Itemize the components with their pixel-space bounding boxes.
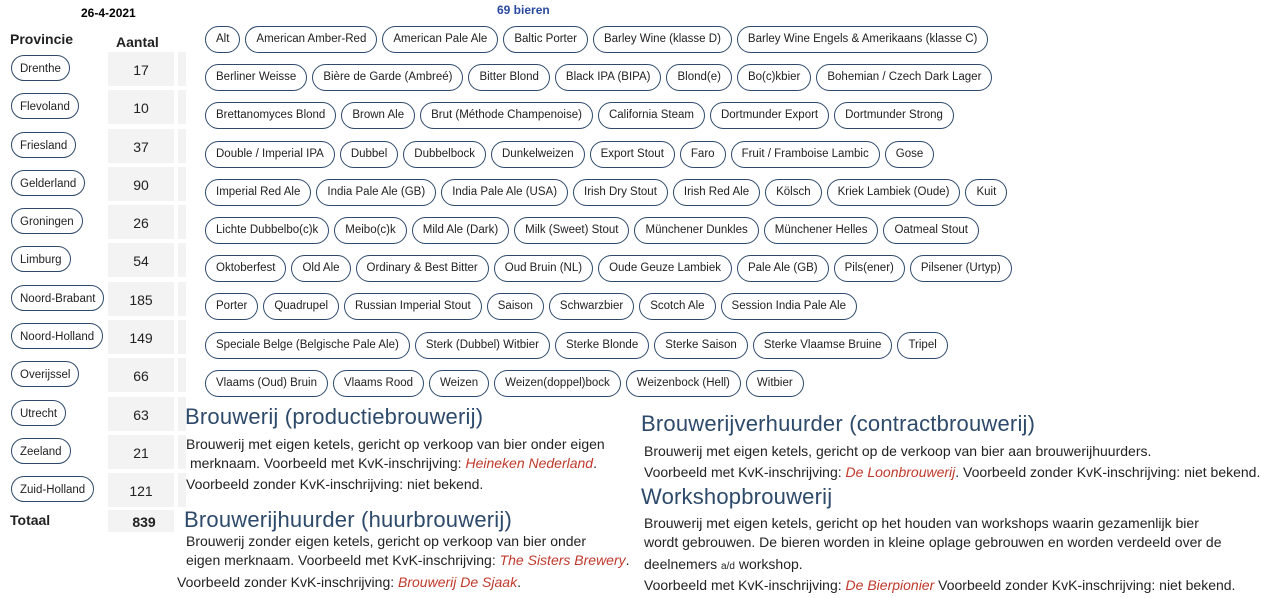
beer-style-button[interactable]: Russian Imperial Stout <box>344 293 482 320</box>
province-count: 63 <box>133 406 149 423</box>
province-button[interactable]: Gelderland <box>11 170 85 196</box>
beer-style-button[interactable]: American Amber-Red <box>245 26 377 53</box>
beer-style-button[interactable]: Pilsener (Urtyp) <box>910 255 1012 282</box>
beer-style-button[interactable]: Weizen <box>429 370 489 397</box>
style-pill-row <box>205 64 1005 91</box>
beer-style-button[interactable]: Dubbelbock <box>403 141 486 168</box>
beer-style-button[interactable]: Schwarzbier <box>549 293 634 320</box>
beer-style-button[interactable]: Oktoberfest <box>205 255 286 282</box>
example-heineken[interactable]: Heineken Nederland <box>465 455 594 471</box>
province-button[interactable]: Noord-Holland <box>11 323 103 349</box>
province-row <box>8 203 186 241</box>
example-de-sjaak[interactable]: Brouwerij De Sjaak <box>398 574 518 590</box>
beer-style-button[interactable]: Irish Red Ale <box>673 179 760 206</box>
productie-line-2: merknaam. Voorbeeld met KvK-inschrijving: Heineken Nederland. <box>190 455 597 471</box>
province-count: 185 <box>129 291 153 308</box>
huur-line-1: Brouwerij zonder eigen ketels, gericht op verkoop van bier onder <box>186 533 587 549</box>
contract-line-2: Voorbeeld met KvK-inschrijving: De Loonbrouwerij. Voorbeeld zonder KvK-inschrijving: niet bekend. <box>644 464 1261 480</box>
workshop-line-3: deelnemers a/d workshop. <box>644 556 803 572</box>
beer-style-button[interactable]: Münchener Helles <box>764 217 879 244</box>
province-count: 149 <box>129 330 153 347</box>
beer-style-button[interactable]: Lichte Dubbelbo(c)k <box>205 217 329 244</box>
province-button[interactable]: Flevoland <box>11 93 79 119</box>
beer-style-button[interactable]: Sterke Blonde <box>555 332 649 359</box>
beer-style-button[interactable]: Bohemian / Czech Dark Lager <box>816 64 992 91</box>
style-pill-row <box>205 293 1005 320</box>
style-pill-row <box>205 141 1005 168</box>
beer-style-button[interactable]: Quadrupel <box>263 293 339 320</box>
beer-style-button[interactable]: Pale Ale (GB) <box>737 255 829 282</box>
beer-style-button[interactable]: California Steam <box>598 102 705 129</box>
beer-style-button[interactable]: Bitter Blond <box>468 64 549 91</box>
beer-style-button[interactable]: Ordinary & Best Bitter <box>356 255 489 282</box>
beer-style-filter-list <box>205 26 1005 408</box>
beer-style-button[interactable]: Baltic Porter <box>503 26 588 53</box>
beer-style-button[interactable]: Tripel <box>897 332 947 359</box>
province-button[interactable]: Groningen <box>11 208 83 234</box>
style-pill-row <box>205 332 1005 359</box>
province-count: 10 <box>133 100 149 117</box>
beer-count: 69 bieren <box>497 3 550 17</box>
beer-style-button[interactable]: Vlaams Rood <box>333 370 424 397</box>
province-button[interactable]: Drenthe <box>11 55 70 81</box>
province-button[interactable]: Utrecht <box>11 400 66 426</box>
total-label: Totaal <box>10 512 51 528</box>
province-row <box>8 356 186 394</box>
province-row <box>8 241 186 279</box>
province-button[interactable]: Overijssel <box>11 361 79 387</box>
section-title-contract: Brouwerijverhuurder (contractbrouwerij) <box>641 411 1036 436</box>
style-pill-row <box>205 26 1005 53</box>
beer-style-button[interactable]: Saison <box>487 293 544 320</box>
section-title-productie: Brouwerij (productiebrouwerij) <box>185 404 484 429</box>
beer-style-button[interactable]: Barley Wine Engels & Amerikaans (klasse C) <box>737 26 988 53</box>
beer-style-button[interactable]: Kuit <box>965 179 1007 206</box>
example-bierpionier[interactable]: De Bierpionier <box>845 577 935 593</box>
beer-style-button[interactable]: Dunkelweizen <box>491 141 585 168</box>
beer-style-button[interactable]: Dubbel <box>340 141 398 168</box>
beer-style-button[interactable]: Imperial Red Ale <box>205 179 311 206</box>
example-loonbrouwerij[interactable]: De Loonbrouwerij <box>845 464 956 480</box>
beer-style-button[interactable]: Double / Imperial IPA <box>205 141 335 168</box>
beer-style-button[interactable]: Münchener Dunkles <box>634 217 758 244</box>
beer-style-button[interactable]: Berliner Weisse <box>205 64 307 91</box>
style-pill-row <box>205 102 1005 129</box>
beer-style-button[interactable]: Porter <box>205 293 258 320</box>
beer-style-button[interactable]: Vlaams (Oud) Bruin <box>205 370 328 397</box>
workshop-line-1: Brouwerij met eigen ketels, gericht op het houden van workshops waarin gezamenlijk bier <box>644 515 1199 531</box>
province-count: 26 <box>133 215 149 232</box>
province-button[interactable]: Limburg <box>11 246 71 272</box>
province-row <box>8 471 186 509</box>
total-row <box>8 510 186 532</box>
beer-style-button[interactable]: Witbier <box>746 370 804 397</box>
beer-style-button[interactable]: Sterk (Dubbel) Witbier <box>415 332 550 359</box>
beer-style-button[interactable]: Meibo(c)k <box>334 217 406 244</box>
province-table <box>8 50 186 510</box>
province-button[interactable]: Zuid-Holland <box>11 476 94 502</box>
beer-style-button[interactable]: Brut (Méthode Champenoise) <box>420 102 593 129</box>
province-row <box>8 165 186 203</box>
beer-style-button[interactable]: Faro <box>680 141 726 168</box>
province-button[interactable]: Friesland <box>11 132 76 158</box>
beer-style-button[interactable]: Old Ale <box>291 255 350 282</box>
productie-line-3: Voorbeeld zonder KvK-inschrijving: niet bekend. <box>186 476 484 492</box>
workshop-line-4: Voorbeeld met KvK-inschrijving: De Bierpionier Voorbeeld zonder KvK-inschrijving: niet bekend. <box>644 577 1236 593</box>
style-pill-row <box>205 255 1005 282</box>
beer-style-button[interactable]: Scotch Ale <box>639 293 715 320</box>
beer-style-button[interactable]: Black IPA (BIPA) <box>555 64 662 91</box>
province-row <box>8 88 186 126</box>
total-value: 839 <box>132 514 156 530</box>
province-count: 37 <box>133 138 149 155</box>
province-button[interactable]: Zeeland <box>11 438 71 464</box>
beer-style-button[interactable]: Sterke Vlaamse Bruine <box>753 332 893 359</box>
date-label: 26-4-2021 <box>81 6 136 20</box>
workshop-line-2: wordt gebrouwen. De bieren worden in kleine oplage gebrouwen en worden verdeeld over de <box>644 534 1222 550</box>
beer-style-button[interactable]: India Pale Ale (GB) <box>316 179 436 206</box>
beer-style-button[interactable]: Milk (Sweet) Stout <box>514 217 629 244</box>
beer-style-button[interactable]: Brettanomyces Blond <box>205 102 336 129</box>
beer-style-button[interactable]: Brown Ale <box>341 102 415 129</box>
province-count: 66 <box>133 368 149 385</box>
style-pill-row <box>205 370 1005 397</box>
beer-style-button[interactable]: Export Stout <box>590 141 675 168</box>
beer-style-button[interactable]: Pils(ener) <box>834 255 905 282</box>
province-count: 21 <box>133 444 149 461</box>
beer-style-button[interactable]: Dortmunder Export <box>710 102 829 129</box>
province-count: 90 <box>133 176 149 193</box>
province-count: 17 <box>133 62 149 78</box>
province-row <box>8 280 186 318</box>
province-row <box>8 433 186 471</box>
beer-style-button[interactable]: India Pale Ale (USA) <box>441 179 568 206</box>
beer-style-button[interactable]: Dortmunder Strong <box>834 102 954 129</box>
beer-style-button[interactable]: Irish Dry Stout <box>573 179 668 206</box>
huur-line-3: Voorbeeld zonder KvK-inschrijving: Brouwerij De Sjaak. <box>177 574 521 590</box>
section-title-workshop: Workshopbrouwerij <box>641 484 833 509</box>
beer-style-button[interactable]: Oude Geuze Lambiek <box>598 255 732 282</box>
province-button[interactable]: Noord-Brabant <box>11 285 104 311</box>
beer-style-button[interactable]: Bière de Garde (Ambreé) <box>312 64 463 91</box>
province-row <box>8 50 186 88</box>
beer-style-button[interactable]: Kriek Lambiek (Oude) <box>827 179 961 206</box>
beer-style-button[interactable]: Alt <box>205 26 240 53</box>
style-pill-row <box>205 217 1005 244</box>
example-sisters-brewery[interactable]: The Sisters Brewery <box>499 552 626 568</box>
huur-line-2: eigen merknaam. Voorbeeld met KvK-inschrijving: The Sisters Brewery. <box>186 552 630 568</box>
beer-style-button[interactable]: Blond(e) <box>666 64 731 91</box>
beer-style-button[interactable]: Gose <box>885 141 935 168</box>
beer-style-button[interactable]: Fruit / Framboise Lambic <box>731 141 880 168</box>
province-count: 54 <box>133 253 149 270</box>
beer-style-button[interactable]: American Pale Ale <box>382 26 498 53</box>
productie-line-1: Brouwerij met eigen ketels, gericht op verkoop van bier onder eigen <box>186 436 605 452</box>
contract-line-1: Brouwerij met eigen ketels, gericht op de verkoop van bier aan brouwerijhuurders. <box>644 443 1152 459</box>
style-pill-row <box>205 179 1005 206</box>
beer-style-button[interactable]: Oatmeal Stout <box>883 217 979 244</box>
count-column-header: Aantal <box>116 34 159 50</box>
beer-style-button[interactable]: Bo(c)kbier <box>737 64 811 91</box>
beer-style-button[interactable]: Weizen(doppel)bock <box>494 370 621 397</box>
beer-style-button[interactable]: Kölsch <box>765 179 822 206</box>
beer-style-button[interactable]: Speciale Belge (Belgische Pale Ale) <box>205 332 410 359</box>
beer-style-button[interactable]: Sterke Saison <box>654 332 748 359</box>
beer-style-button[interactable]: Weizenbock (Hell) <box>626 370 741 397</box>
beer-style-button[interactable]: Mild Ale (Dark) <box>412 217 509 244</box>
province-row <box>8 127 186 165</box>
province-row <box>8 318 186 356</box>
section-title-huur: Brouwerijhuurder (huurbrouwerij) <box>184 507 512 532</box>
beer-style-button[interactable]: Oud Bruin (NL) <box>494 255 593 282</box>
beer-style-button[interactable]: Barley Wine (klasse D) <box>593 26 732 53</box>
province-count: 121 <box>129 483 153 500</box>
province-column-header: Provincie <box>10 31 74 47</box>
beer-style-button[interactable]: Session India Pale Ale <box>721 293 857 320</box>
province-row <box>8 395 186 433</box>
